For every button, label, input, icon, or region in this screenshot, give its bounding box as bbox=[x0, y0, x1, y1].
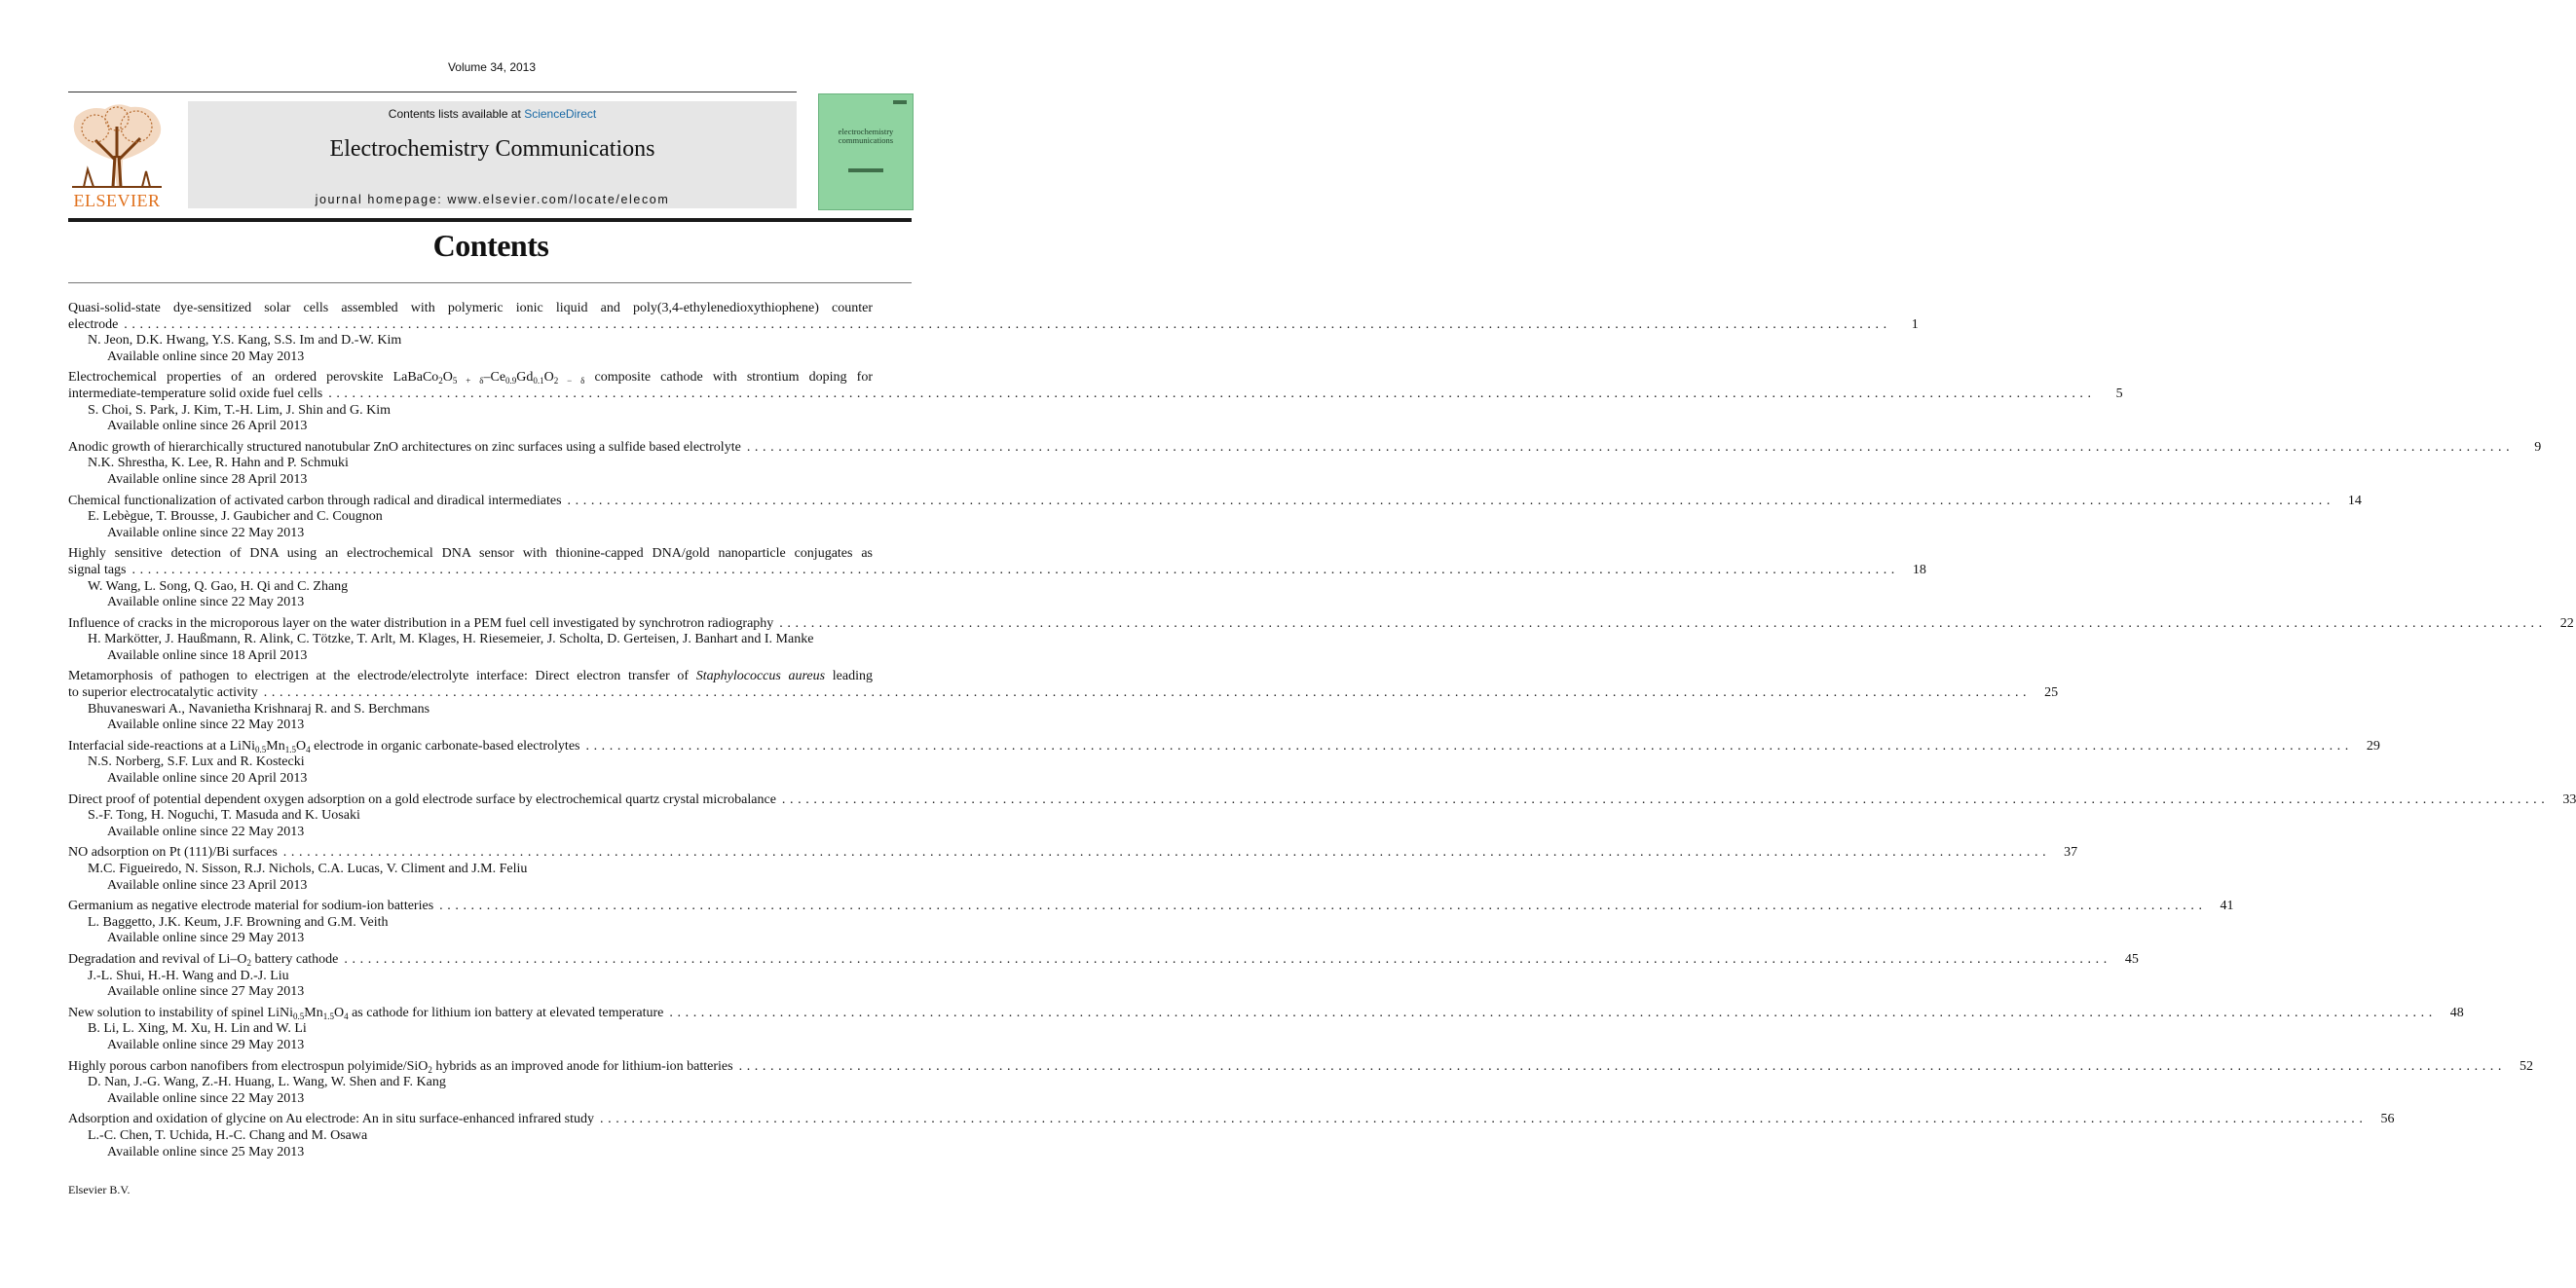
entry-title-leader-line bbox=[68, 1058, 2533, 1076]
entry-title-leader-line bbox=[68, 493, 2362, 510]
page-number: 5 bbox=[2115, 386, 2123, 401]
dot-leader: ................................................................................................................................................................................................................................ bbox=[669, 1005, 2437, 1020]
entry-online-date: Available online since 29 May 2013 bbox=[107, 1037, 305, 1052]
entry-authors: L. Baggetto, J.K. Keum, J.F. Browning and G.M. Veith bbox=[88, 914, 389, 930]
dot-leader: ................................................................................................................................................................................................................................ bbox=[738, 1058, 2506, 1074]
entry-authors: S.-F. Tong, H. Noguchi, T. Masuda and K. Uosaki bbox=[88, 808, 360, 824]
entry-online-date: Available online since 25 May 2013 bbox=[107, 1144, 305, 1159]
cover-title: electrochemistry communications bbox=[838, 127, 894, 145]
entry-online-date: Available online since 27 May 2013 bbox=[107, 984, 305, 1000]
entry-online-date: Available online since 26 April 2013 bbox=[107, 419, 308, 434]
publisher-footer: Elsevier B.V. bbox=[68, 1183, 131, 1196]
journal-banner bbox=[188, 101, 797, 208]
entry-online-date: Available online since 22 May 2013 bbox=[107, 595, 305, 610]
entry-title-leader-line bbox=[68, 845, 2078, 862]
entry-title-leader-line bbox=[68, 316, 1919, 334]
dot-leader: ................................................................................................................................................................................................................................ bbox=[328, 386, 2096, 401]
entry-title-line[interactable]: Highly sensitive detection of DNA using an electrochemical DNA sensor with thionine-capped DNA/gold nanoparticle conjugates as bbox=[68, 546, 873, 562]
entry-authors: L.-C. Chen, T. Uchida, H.-C. Chang and M. Osawa bbox=[88, 1127, 368, 1143]
dot-leader: ................................................................................................................................................................................................................................ bbox=[567, 493, 2334, 508]
entry-title[interactable]: NO adsorption on Pt (111)/Bi surfaces bbox=[68, 845, 278, 861]
dot-leader: ................................................................................................................................................................................................................................ bbox=[124, 316, 1891, 332]
journal-title: Electrochemistry Communications bbox=[329, 136, 655, 162]
entry-title[interactable]: Adsorption and oxidation of glycine on Au electrode: An in situ surface-enhanced infrared study bbox=[68, 1112, 595, 1127]
entry-title[interactable]: Germanium as negative electrode material for sodium-ion batteries bbox=[68, 899, 434, 914]
entry-authors: N.S. Norberg, S.F. Lux and R. Kostecki bbox=[88, 754, 305, 770]
dot-leader: ................................................................................................................................................................................................................................ bbox=[781, 791, 2550, 807]
entry-authors: Bhuvaneswari A., Navanietha Krishnaraj R. and S. Berchmans bbox=[88, 701, 430, 717]
page-number: 1 bbox=[1911, 316, 1919, 332]
toc-entry bbox=[68, 738, 2380, 788]
entry-online-date: Available online since 20 May 2013 bbox=[107, 349, 305, 364]
toc-entry bbox=[68, 1058, 2533, 1108]
toc-entry bbox=[68, 899, 2234, 947]
dot-leader: ................................................................................................................................................................................................................................ bbox=[779, 615, 2547, 631]
page-number: 25 bbox=[2044, 685, 2059, 701]
entry-online-date: Available online since 22 May 2013 bbox=[107, 718, 305, 733]
volume-label: Volume 34, 2013 bbox=[447, 60, 537, 74]
dot-leader: ................................................................................................................................................................................................................................ bbox=[263, 685, 2032, 701]
entry-title[interactable]: intermediate-temperature solid oxide fuel cells bbox=[68, 386, 323, 401]
entry-online-date: Available online since 18 April 2013 bbox=[107, 647, 308, 663]
entry-authors: N. Jeon, D.K. Hwang, Y.S. Kang, S.S. Im and D.-W. Kim bbox=[88, 333, 402, 349]
entry-title[interactable]: to superior electrocatalytic activity bbox=[68, 685, 258, 701]
entry-title-leader-line bbox=[68, 386, 2123, 403]
page-number: 37 bbox=[2064, 845, 2078, 861]
toc-entry bbox=[68, 1005, 2464, 1054]
entry-authors: M.C. Figueiredo, N. Sisson, R.J. Nichols, C.A. Lucas, V. Climent and J.M. Feliu bbox=[88, 862, 528, 876]
entry-online-date: Available online since 23 April 2013 bbox=[107, 877, 308, 893]
entry-title-leader-line bbox=[68, 615, 2574, 633]
page-number: 52 bbox=[2520, 1058, 2533, 1074]
toc-entry bbox=[68, 1112, 2395, 1160]
entry-online-date: Available online since 22 May 2013 bbox=[107, 824, 305, 839]
entry-authors: B. Li, L. Xing, M. Xu, H. Lin and W. Li bbox=[88, 1021, 307, 1037]
page-number: 22 bbox=[2559, 615, 2574, 631]
entry-title[interactable]: signal tags bbox=[68, 562, 127, 577]
page-number: 18 bbox=[1912, 562, 1926, 577]
toc-entry bbox=[68, 791, 2576, 841]
entry-authors: H. Markötter, J. Haußmann, R. Alink, C. Tötzke, T. Arlt, M. Klages, H. Riesemeier, J. Scholta, D. Gerteisen, J. Banhart and I. Manke bbox=[88, 632, 814, 647]
entry-title-leader-line bbox=[68, 899, 2234, 915]
cover-bar bbox=[848, 168, 883, 172]
entry-online-date: Available online since 22 May 2013 bbox=[107, 1090, 305, 1106]
dot-leader: ................................................................................................................................................................................................................................ bbox=[746, 439, 2515, 455]
toc-entry bbox=[68, 370, 2123, 434]
page-number: 56 bbox=[2380, 1112, 2395, 1127]
entry-title-line[interactable]: Electrochemical properties of an ordered perovskite $LaBaCo_2O_{5 + \delta}-Ce_{0.9}Gd_{0.1}O_{2 - \delta}$ composite cathode with strontium doping for bbox=[68, 370, 873, 386]
entry-title-line[interactable]: Quasi-solid-state dye-sensitized solar cells assembled with polymeric ionic liquid and poly(3,4-ethylenedioxythiophene) counter bbox=[68, 301, 873, 315]
toc-entry bbox=[68, 493, 2362, 542]
entry-authors: D. Nan, J.-G. Wang, Z.-H. Huang, L. Wang, W. Shen and F. Kang bbox=[88, 1075, 446, 1090]
journal-cover-thumbnail bbox=[818, 93, 914, 210]
dot-leader: ................................................................................................................................................................................................................................ bbox=[439, 899, 2207, 914]
toc-entry bbox=[68, 951, 2139, 1001]
entry-title[interactable]: Degradation and revival of $Li-O_2$ battery cathode bbox=[68, 951, 339, 968]
thick-rule bbox=[68, 218, 912, 222]
toc-entry bbox=[68, 845, 2078, 894]
toc-entry bbox=[68, 301, 1919, 365]
toc-entry bbox=[68, 546, 1926, 610]
entry-authors: J.-L. Shui, H.-H. Wang and D.-J. Liu bbox=[88, 968, 289, 983]
entry-authors: S. Choi, S. Park, J. Kim, T.-H. Lim, J. Shin and G. Kim bbox=[88, 402, 392, 418]
table-of-contents bbox=[68, 301, 2576, 1165]
entry-title-leader-line bbox=[68, 1112, 2395, 1128]
entry-online-date: Available online since 22 May 2013 bbox=[107, 525, 305, 540]
cover-stripe bbox=[893, 100, 907, 104]
entry-title-leader-line bbox=[68, 562, 1926, 579]
dot-leader: ................................................................................................................................................................................................................................ bbox=[131, 562, 1899, 577]
entry-title[interactable]: Anodic growth of hierarchically structured nanotubular ZnO architectures on zinc surfaces using a sulfide based electrolyte bbox=[68, 439, 741, 455]
toc-entry bbox=[68, 615, 2574, 665]
page-number: 48 bbox=[2449, 1005, 2464, 1020]
entry-title[interactable]: Direct proof of potential dependent oxygen adsorption on a gold electrode surface by electrochemical quartz crystal microbalance bbox=[68, 791, 776, 807]
entry-title-line[interactable]: Metamorphosis of pathogen to electrigen at the electrode/electrolyte interface: Direct electron transfer of Staphylococcus aureus leading bbox=[68, 669, 873, 684]
journal-homepage[interactable]: journal homepage: www.elsevier.com/locate/elecom bbox=[315, 193, 670, 206]
page-title: Contents bbox=[432, 228, 549, 263]
entry-title-leader-line bbox=[68, 738, 2380, 755]
entry-title[interactable]: Chemical functionalization of activated carbon through radical and diradical intermediates bbox=[68, 493, 562, 508]
entry-title[interactable]: Interfacial side-reactions at a $LiNi_{0.5}Mn_{1.5}O_4$ electrode in organic carbonate-based electrolytes bbox=[68, 738, 580, 754]
entry-title[interactable]: New solution to instability of spinel $LiNi_{0.5}Mn_{1.5}O_4$ as cathode for lithium ion battery at elevated temperature bbox=[68, 1005, 664, 1021]
entry-online-date: Available online since 28 April 2013 bbox=[107, 471, 308, 487]
entry-title-leader-line bbox=[68, 685, 2059, 702]
entry-title-leader-line bbox=[68, 791, 2576, 809]
entry-title[interactable]: Highly porous carbon nanofibers from electrospun polyimide/SiO$_2$ hybrids as an improved anode for lithium-ion batteries bbox=[68, 1058, 733, 1075]
entry-title-leader-line bbox=[68, 439, 2542, 457]
entry-title-leader-line bbox=[68, 951, 2139, 969]
toc-entry bbox=[68, 669, 2059, 733]
entry-title-leader-line bbox=[68, 1005, 2464, 1022]
toc-entry bbox=[68, 439, 2542, 489]
dot-leader: ................................................................................................................................................................................................................................ bbox=[282, 845, 2051, 861]
entry-online-date: Available online since 20 April 2013 bbox=[107, 771, 308, 787]
entry-authors: N.K. Shrestha, K. Lee, R. Hahn and P. Schmuki bbox=[88, 456, 349, 471]
dot-leader: ................................................................................................................................................................................................................................ bbox=[585, 738, 2353, 754]
dot-leader: ................................................................................................................................................................................................................................ bbox=[600, 1112, 2368, 1127]
entry-title[interactable]: Influence of cracks in the microporous layer on the water distribution in a PEM fuel cell investigated by synchrotron radiography bbox=[68, 615, 774, 631]
page-number: 41 bbox=[2220, 899, 2234, 914]
thin-rule bbox=[68, 282, 912, 283]
page-number: 29 bbox=[2366, 738, 2380, 754]
page-number: 45 bbox=[2124, 951, 2139, 967]
elsevier-wordmark: ELSEVIER bbox=[73, 191, 161, 210]
dot-leader: ................................................................................................................................................................................................................................ bbox=[344, 951, 2111, 967]
entry-online-date: Available online since 29 May 2013 bbox=[107, 931, 305, 946]
page-number: 14 bbox=[2347, 493, 2362, 508]
entry-authors: E. Lebègue, T. Brousse, J. Gaubicher and C. Cougnon bbox=[88, 509, 383, 525]
page-number: 33 bbox=[2562, 791, 2576, 807]
contents-available-line bbox=[188, 107, 797, 121]
page-number: 9 bbox=[2534, 439, 2542, 455]
entry-authors: W. Wang, L. Song, Q. Gao, H. Qi and C. Zhang bbox=[88, 578, 349, 594]
contents-available-text: Contents lists available at bbox=[388, 107, 525, 121]
sciencedirect-link[interactable]: ScienceDirect bbox=[524, 107, 597, 121]
entry-title[interactable]: electrode bbox=[68, 316, 119, 332]
